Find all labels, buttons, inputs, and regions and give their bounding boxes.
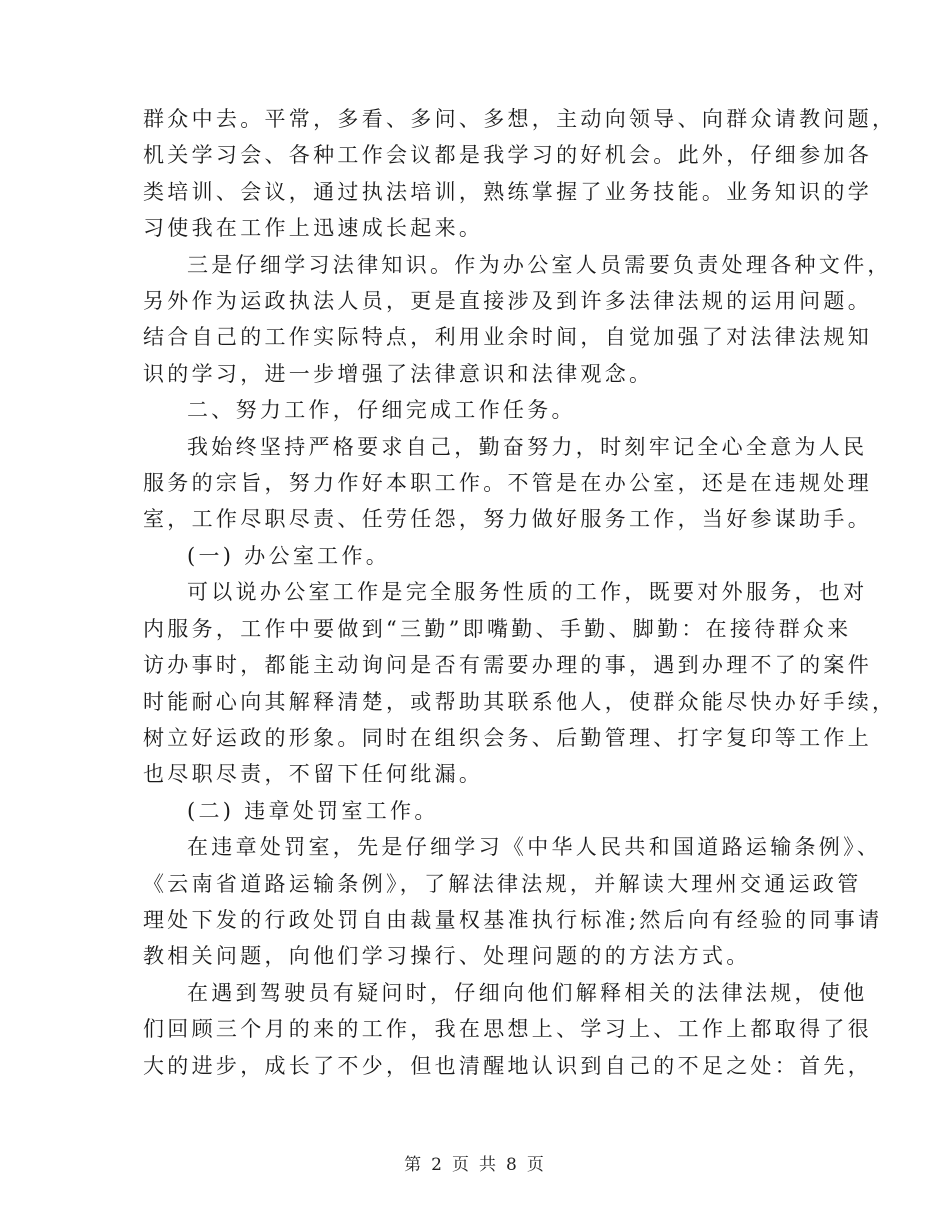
text-line: 可以说办公室工作是完全服务性质的工作，既要对外服务，也对 xyxy=(187,580,868,605)
page-number-footer xyxy=(0,1150,950,1175)
subsection-heading: (一) 办公室工作。 xyxy=(187,543,391,568)
text-line: 另外作为运政执法人员，更是直接涉及到许多法律法规的运用问题。 xyxy=(143,289,872,314)
text-line: 识的学习，进一步增强了法律意识和法律观念。 xyxy=(143,361,654,386)
text-line: 理处下发的行政处罚自由裁量权基准执行标准;然后向有经验的同事请 xyxy=(143,907,883,932)
text-line: 们回顾三个月的来的工作，我在思想上、学习上、工作上都取得了很 xyxy=(143,1017,872,1042)
text-line: 习使我在工作上迅速成长起来。 xyxy=(143,216,484,241)
current-page-number: 2 xyxy=(431,1155,444,1175)
section-heading: 二、努力工作，仔细完成工作任务。 xyxy=(187,398,576,423)
text-line: 类培训、会议，通过执法培训，熟练掌握了业务技能。业务知识的学 xyxy=(143,179,872,204)
footer-label-ye: 页 xyxy=(452,1155,471,1175)
body-text xyxy=(143,101,897,1084)
text-line: 内服务，工作中要做到“三勤”即嘴勤、手勤、脚勤：在接待群众来 xyxy=(143,616,852,641)
text-line: 也尽职尽责，不留下任何纰漏。 xyxy=(143,762,484,787)
text-line: 室，工作尽职尽责、任劳任怨，努力做好服务工作，当好参谋助手。 xyxy=(143,507,872,532)
subsection-heading: (二) 违章处罚室工作。 xyxy=(187,798,439,823)
text-line: 我始终坚持严格要求自己，勤奋努力，时刻牢记全心全意为人民 xyxy=(187,434,868,459)
footer-label-di: 第 xyxy=(404,1155,424,1175)
text-line: 机关学习会、各种工作会议都是我学习的好机会。此外，仔细参加各 xyxy=(143,143,872,168)
text-line: 群众中去。平常，多看、多问、多想，主动向领导、向群众请教问题， xyxy=(143,107,897,131)
text-line: 时能耐心向其解释清楚，或帮助其联系他人，使群众能尽快办好手续， xyxy=(143,689,897,714)
footer-label-ye-2: 页 xyxy=(526,1155,546,1175)
total-page-count: 8 xyxy=(506,1155,519,1175)
text-line: 树立好运政的形象。同时在组织会务、后勤管理、打字复印等工作上 xyxy=(143,725,872,750)
text-line: 结合自己的工作实际特点，利用业余时间，自觉加强了对法律法规知 xyxy=(143,325,872,350)
text-line: 三是仔细学习法律知识。作为办公室人员需要负责处理各种文件， xyxy=(187,252,892,277)
text-line: 在违章处罚室，先是仔细学习《中华人民共和国道路运输条例》、 xyxy=(187,835,882,860)
text-line: 教相关问题，向他们学习操行、处理问题的的方法方式。 xyxy=(143,944,751,969)
text-line: 访办事时，都能主动询问是否有需要办理的事，遇到办理不了的案件 xyxy=(143,653,872,678)
text-line: 在遇到驾驶员有疑问时，仔细向他们解释相关的法律法规，使他 xyxy=(187,980,868,1005)
text-line: 服务的宗旨，努力作好本职工作。不管是在办公室，还是在违规处理 xyxy=(143,471,872,496)
footer-label-gong: 共 xyxy=(479,1155,498,1175)
text-line: 大的进步，成长了不少，但也清醒地认识到自己的不足之处：首先， xyxy=(143,1053,872,1078)
document-body xyxy=(143,101,897,1084)
text-line: 《云南省道路运输条例》，了解法律法规，并解读大理州交通运政管 xyxy=(143,871,862,896)
